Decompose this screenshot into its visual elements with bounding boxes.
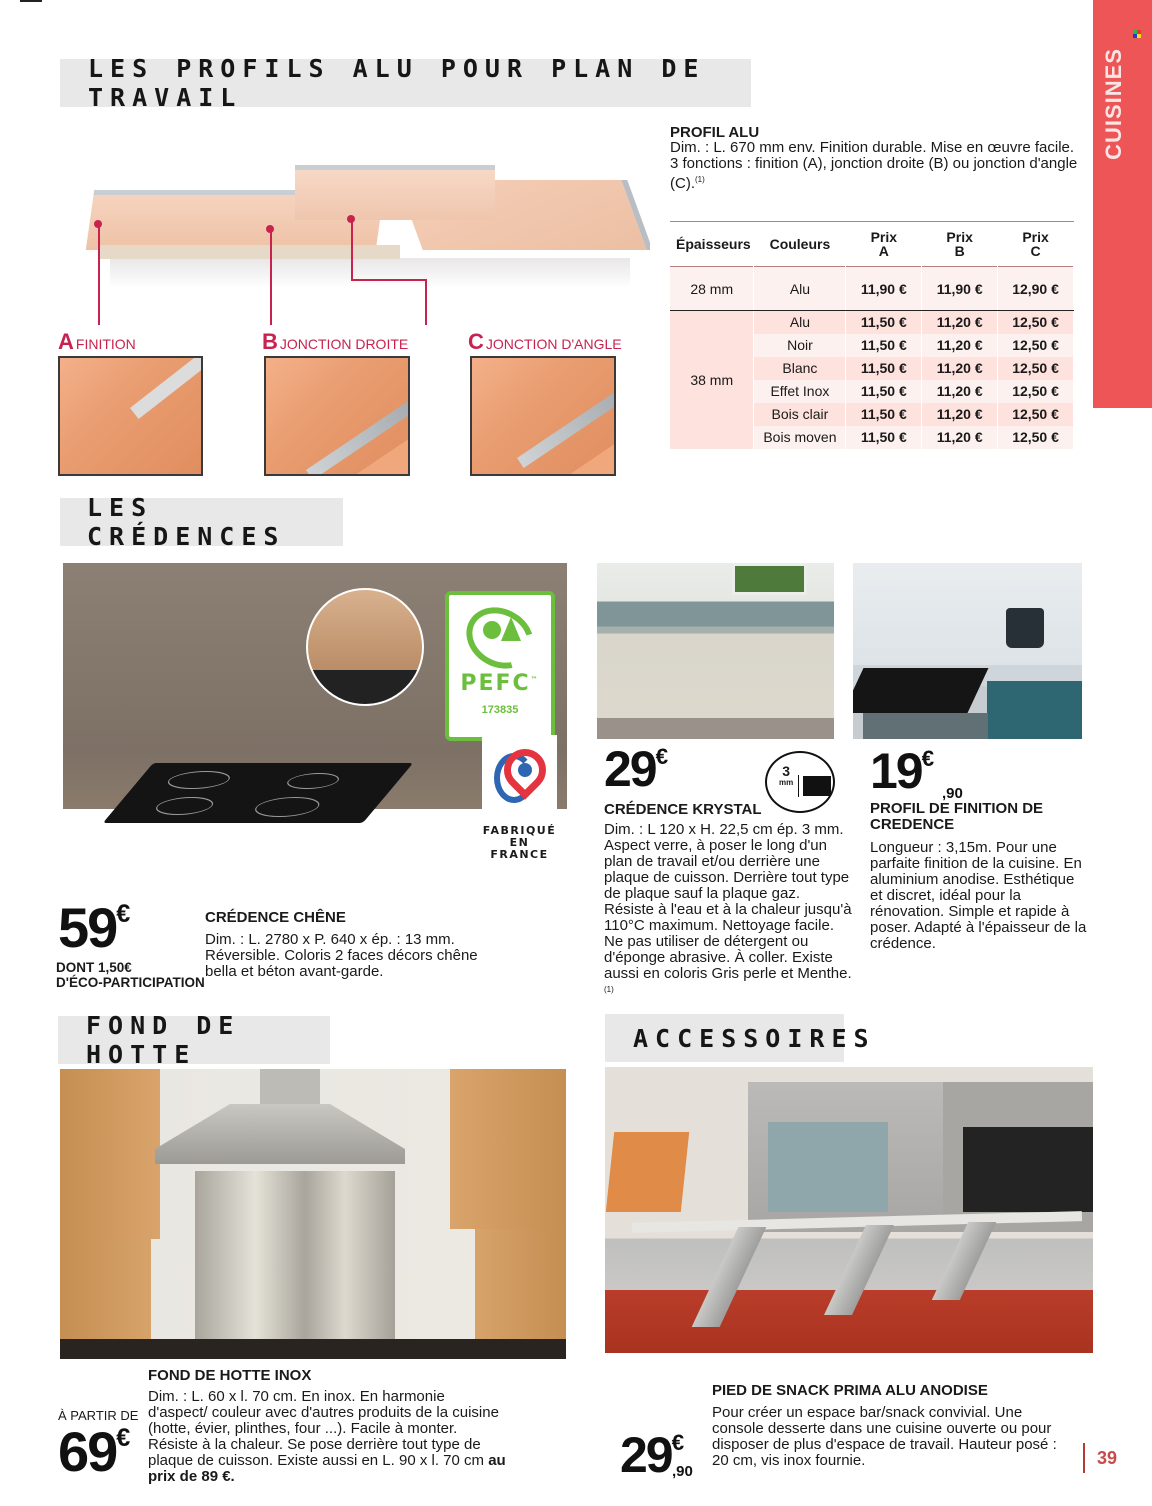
hob-image bbox=[103, 763, 413, 823]
table-row bbox=[670, 267, 1074, 311]
pefc-badge: PEFC™ 173835 bbox=[445, 591, 555, 741]
fond-hotte-description: Dim. : L. 60 x l. 70 cm. En inox. En harmonie d'aspect/ couleur avec d'autres produits de la cuisine (hotte, évier, plinthes, four ...). Facile à monter. Résiste à la chaleur. Se pose derrière tout type de plaque de cuisson. Existe aussi en L. 90 x l. 70 cm au prix de 89 €. bbox=[148, 1388, 506, 1485]
finition-detail-image bbox=[58, 356, 203, 476]
price-a-cell: 11,50 € bbox=[846, 403, 922, 426]
profil-alu-description: Dim. : L. 670 mm env. Finition durable. Mise en œuvre facile. 3 fonctions : finition (A), jonction droite (B) ou jonction d'angle (C).$^{(1)}$ bbox=[670, 139, 1078, 192]
section-title: LES PROFILS ALU POUR PLAN DE TRAVAIL bbox=[88, 54, 706, 112]
credence-chene-price: 59€ bbox=[58, 896, 131, 959]
thickness-3mm-icon: 3 mm bbox=[765, 751, 835, 813]
color-cell: Bois clair bbox=[754, 403, 846, 426]
price-c-cell: 12,50 € bbox=[998, 426, 1074, 449]
thickness-cell: 28 mm bbox=[670, 267, 754, 311]
price-prefix: À PARTIR DE bbox=[58, 1408, 139, 1423]
pointer-line-c2 bbox=[351, 279, 427, 281]
countertop-diagram-image bbox=[60, 150, 650, 290]
fond-hotte-title: FOND DE HOTTE INOX bbox=[148, 1367, 312, 1384]
pefc-tree-icon bbox=[465, 609, 535, 667]
credence-krystal-photo bbox=[597, 563, 834, 739]
table-header-row bbox=[670, 222, 1074, 267]
price-b-cell: 11,20 € bbox=[922, 357, 998, 380]
profil-finition-description: Longueur : 3,15m. Pour une parfaite finition de la cuisine. En aluminium anodise. Esthétique et discret, idéal pour la rénovation. Simple et rapide à poser. Adapté à l'épaisseur de la crédence. bbox=[870, 839, 1087, 952]
header-prix-b: Prix B bbox=[946, 229, 973, 259]
table-row bbox=[670, 311, 1074, 334]
price-c-cell: 12,50 € bbox=[998, 334, 1074, 357]
price-a-cell: 11,50 € bbox=[846, 357, 922, 380]
location-pin-icon bbox=[492, 745, 548, 815]
header-epaisseurs: Épaisseurs bbox=[676, 236, 751, 252]
section-title: ACCESSOIRES bbox=[633, 1023, 876, 1053]
price-b-cell: 11,90 € bbox=[922, 267, 998, 311]
price-a-cell: 11,50 € bbox=[846, 426, 922, 449]
pointer-dot-b bbox=[266, 225, 274, 233]
price-c-cell: 12,50 € bbox=[998, 357, 1074, 380]
pied-snack-description: Pour créer un espace bar/snack convivial. Une console desserte dans une cuisine ouverte ou pour disposer de plus d'espace de travail. Hauteur posé : 20 cm, vis inox fournie. bbox=[712, 1404, 1057, 1469]
fabrique-en-france-badge: FABRIQUÉ EN FRANCE bbox=[482, 735, 557, 865]
fond-hotte-photo bbox=[60, 1069, 566, 1359]
section-header-accessoires bbox=[605, 1014, 876, 1062]
jonction-angle-detail-image bbox=[470, 356, 616, 476]
profil-finition-title: PROFIL DE FINITION DE CREDENCE bbox=[870, 800, 1044, 833]
wood-variant-inset bbox=[306, 588, 424, 706]
category-label: CUISINES bbox=[1101, 48, 1126, 160]
price-a-cell: 11,50 € bbox=[846, 311, 922, 334]
jonction-droite-detail-image bbox=[264, 356, 410, 476]
price-c-cell: 12,50 € bbox=[998, 311, 1074, 334]
credence-chene-description: Dim. : L. 2780 x P. 640 x ép. : 13 mm. Réversible. Coloris 2 faces décors chêne bella et béton avant-garde. bbox=[205, 931, 478, 980]
pied-snack-title: PIED DE SNACK PRIMA ALU ANODISE bbox=[712, 1382, 988, 1399]
price-a-cell: 11,50 € bbox=[846, 334, 922, 357]
price-a-cell: 11,50 € bbox=[846, 380, 922, 403]
section-header-profils bbox=[60, 54, 751, 112]
crop-mark bbox=[20, 0, 42, 2]
credence-chene-title: CRÉDENCE CHÊNE bbox=[205, 909, 346, 926]
price-b-cell: 11,20 € bbox=[922, 380, 998, 403]
price-c-cell: 12,50 € bbox=[998, 403, 1074, 426]
color-cell: Effet Inox bbox=[754, 380, 846, 403]
profile-type-c-label: CJONCTION D'ANGLE bbox=[468, 329, 622, 354]
section-header-credences bbox=[60, 493, 343, 551]
credence-chene-photo bbox=[63, 563, 567, 905]
page-number-divider bbox=[1083, 1443, 1085, 1473]
pointer-dot-a bbox=[94, 220, 102, 228]
pied-snack-photo bbox=[605, 1067, 1093, 1353]
pied-snack-price: 29€ ,90 bbox=[620, 1427, 693, 1483]
credence-krystal-description: Dim. : L 120 x H. 22,5 cm ép. 3 mm. Aspect verre, à poser le long d'un plan de travail et/ou derrière une plaque de cuisson. Derrière tout type de plaque sauf la plaque gaz. Résiste à l'eau et à la chaleur jusqu'à 110°C maximum. Nettoyage facile. Ne pas utiliser de détergent ou d'éponge abrasive. À coller. Existe aussi en coloris Gris perle et Menthe.$^{(1)}$ bbox=[604, 821, 852, 994]
header-prix-c: Prix C bbox=[1022, 229, 1049, 259]
eco-participation-note: DONT 1,50€ D'ÉCO-PARTICIPATION bbox=[56, 960, 205, 990]
color-cell: Noir bbox=[754, 334, 846, 357]
profil-finition-price: 19€ ,90 bbox=[870, 743, 963, 802]
profil-finition-photo bbox=[853, 563, 1082, 739]
price-b-cell: 11,20 € bbox=[922, 403, 998, 426]
pointer-line-c1 bbox=[351, 220, 353, 280]
pointer-line-c3 bbox=[425, 279, 427, 325]
pointer-dot-c bbox=[347, 215, 355, 223]
fond-hotte-price: 69€ bbox=[58, 1420, 131, 1483]
credence-krystal-price: 29€ bbox=[604, 741, 669, 797]
color-cell: Bois moven bbox=[754, 426, 846, 449]
profil-alu-title: PROFIL ALU bbox=[670, 124, 760, 141]
color-registration-icon bbox=[1133, 30, 1141, 38]
price-a-cell: 11,90 € bbox=[846, 267, 922, 311]
profile-type-a-label: AFINITION bbox=[58, 329, 136, 354]
section-title: FOND DE HOTTE bbox=[86, 1011, 241, 1069]
pointer-line-a bbox=[98, 225, 100, 325]
color-cell: Blanc bbox=[754, 357, 846, 380]
section-title: LES CRÉDENCES bbox=[87, 493, 286, 551]
price-b-cell: 11,20 € bbox=[922, 426, 998, 449]
color-cell: Alu bbox=[754, 267, 846, 311]
section-header-fond-hotte bbox=[58, 1011, 330, 1069]
price-c-cell: 12,50 € bbox=[998, 380, 1074, 403]
thickness-cell: 38 mm bbox=[670, 311, 754, 449]
price-b-cell: 11,20 € bbox=[922, 334, 998, 357]
pointer-line-b bbox=[270, 230, 272, 325]
profil-alu-price-table bbox=[670, 221, 1074, 449]
category-side-tab bbox=[1093, 0, 1152, 408]
credence-krystal-title: CRÉDENCE KRYSTAL bbox=[604, 801, 762, 818]
header-prix-a: Prix A bbox=[870, 229, 898, 259]
price-b-cell: 11,20 € bbox=[922, 311, 998, 334]
profile-type-b-label: BJONCTION DROITE bbox=[262, 329, 409, 354]
page-number: 39 bbox=[1083, 1443, 1117, 1473]
color-cell: Alu bbox=[754, 311, 846, 334]
price-c-cell: 12,90 € bbox=[998, 267, 1074, 311]
header-couleurs: Couleurs bbox=[769, 236, 831, 252]
